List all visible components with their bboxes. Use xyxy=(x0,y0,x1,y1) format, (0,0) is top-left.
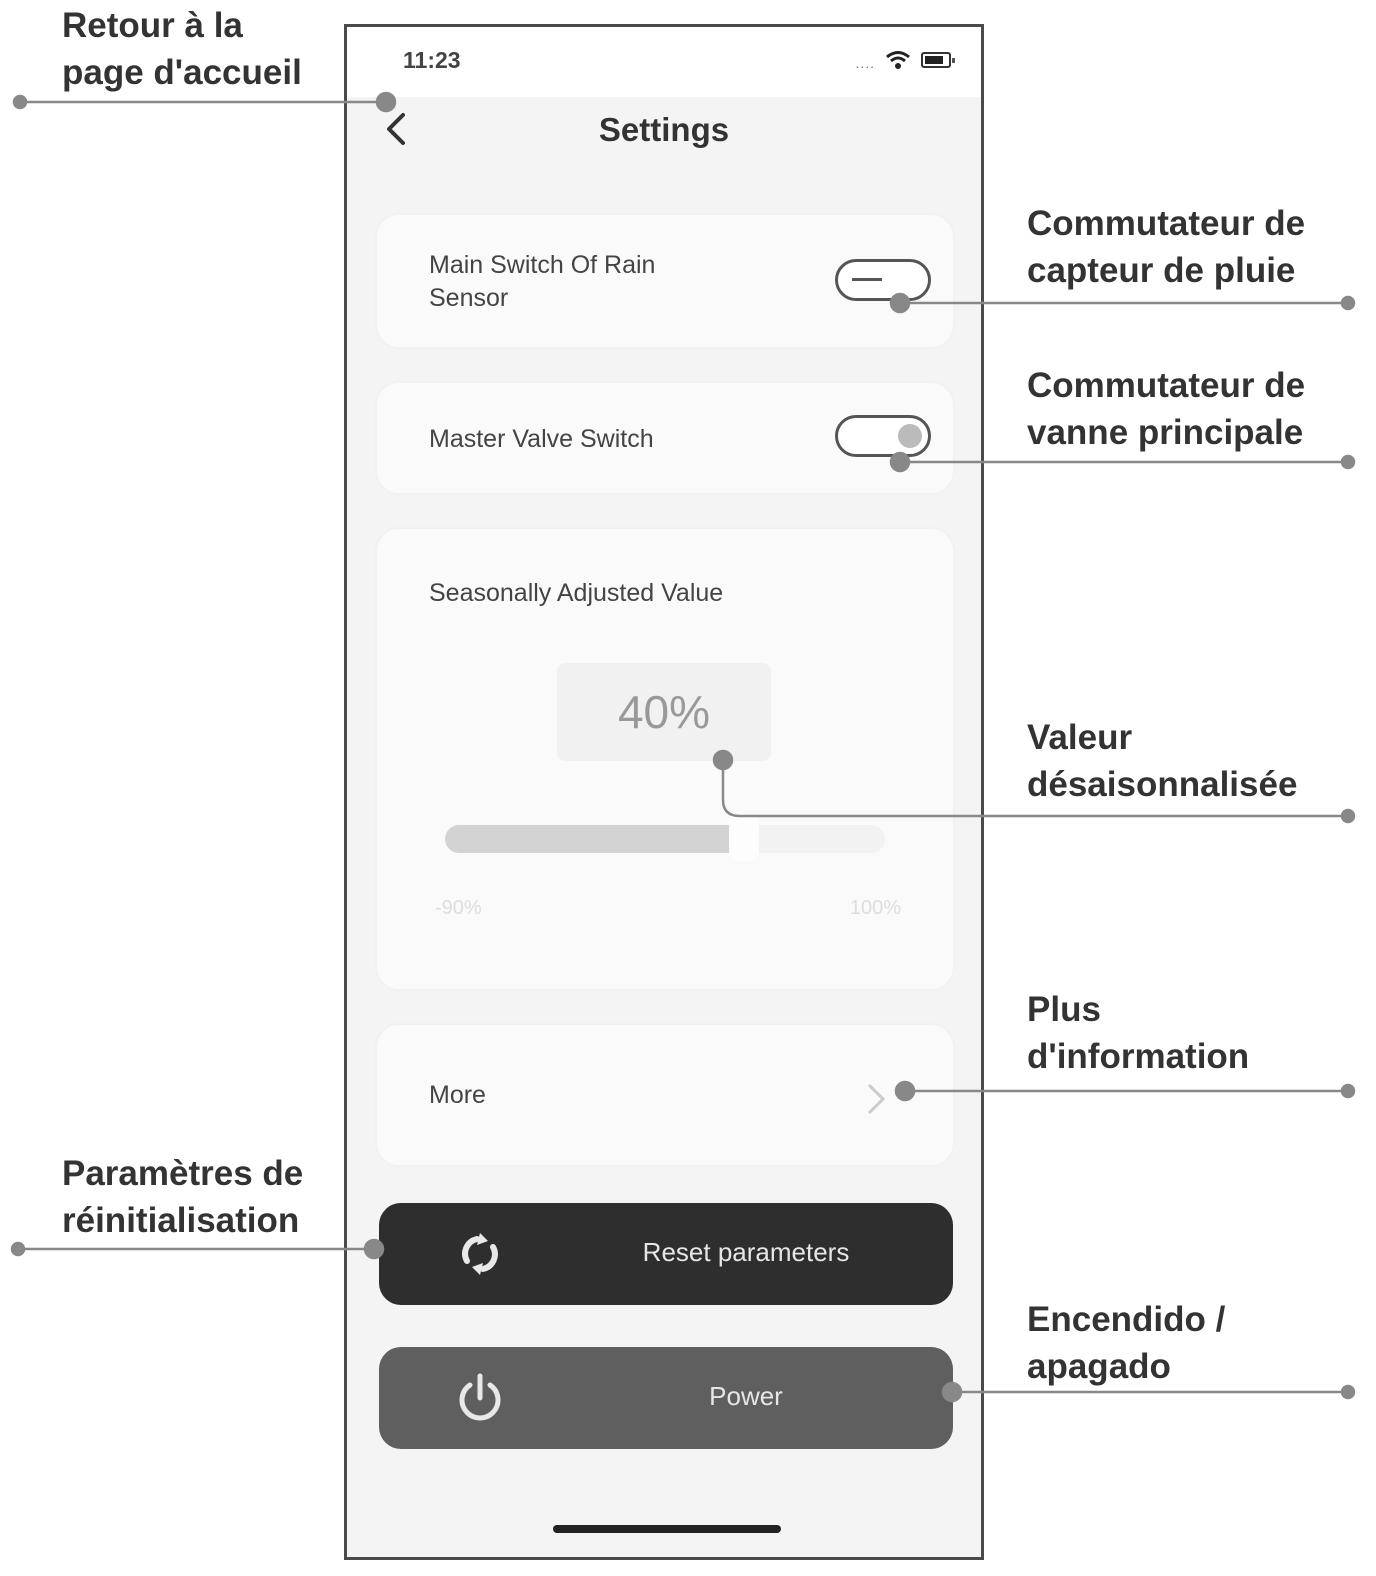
power-button[interactable] xyxy=(379,1347,953,1449)
master-valve-toggle[interactable] xyxy=(835,415,931,457)
slider-thumb[interactable] xyxy=(729,815,759,861)
reset-parameters-label: Reset parameters xyxy=(642,1237,850,1267)
toggle-knob xyxy=(898,424,922,448)
annotation-seasonal: Valeur désaisonnalisée xyxy=(1027,718,1298,804)
master-valve-card xyxy=(377,383,953,493)
nav-bar xyxy=(347,97,981,177)
rain-sensor-label: Main Switch Of Rain Sensor xyxy=(429,251,656,312)
slider-max-label: 100% xyxy=(849,897,901,919)
home-indicator xyxy=(553,1525,781,1533)
status-time: 11:23 xyxy=(403,47,461,73)
annotation-master-valve: Commutateur de vanne principale xyxy=(1027,366,1306,452)
power-label: Power xyxy=(709,1381,783,1411)
annotation-power: Encendido / apagado xyxy=(1027,1300,1226,1386)
rain-sensor-card xyxy=(377,215,953,347)
slider-fill xyxy=(445,825,735,853)
master-valve-label: Master Valve Switch xyxy=(429,425,654,453)
page-title: Settings xyxy=(598,111,730,148)
more-label: More xyxy=(429,1081,486,1109)
annotation-rain-sensor: Commutateur de capteur de pluie xyxy=(1027,204,1306,290)
status-bar xyxy=(347,27,981,97)
wifi-icon xyxy=(885,50,911,70)
signal-icon: .... xyxy=(855,55,875,71)
annotation-more: Plus d'information xyxy=(1027,990,1250,1076)
reset-parameters-button[interactable] xyxy=(379,1203,953,1305)
slider-min-label: -90% xyxy=(435,897,482,919)
seasonal-value: 40% xyxy=(557,663,771,761)
phone-screen xyxy=(344,24,984,1560)
seasonal-label: Seasonally Adjusted Value xyxy=(429,579,724,607)
annotation-back: Retour à la page d'accueil xyxy=(62,6,302,92)
chevron-right-icon xyxy=(865,1081,887,1117)
annotation-reset: Paramètres de réinitialisation xyxy=(62,1154,304,1240)
battery-icon xyxy=(921,52,951,68)
toggle-off-mark xyxy=(852,278,882,281)
rain-sensor-toggle[interactable] xyxy=(835,259,931,301)
seasonal-slider[interactable] xyxy=(445,825,885,853)
more-row[interactable] xyxy=(377,1025,953,1165)
status-icons xyxy=(855,49,951,71)
seasonal-card xyxy=(377,529,953,989)
